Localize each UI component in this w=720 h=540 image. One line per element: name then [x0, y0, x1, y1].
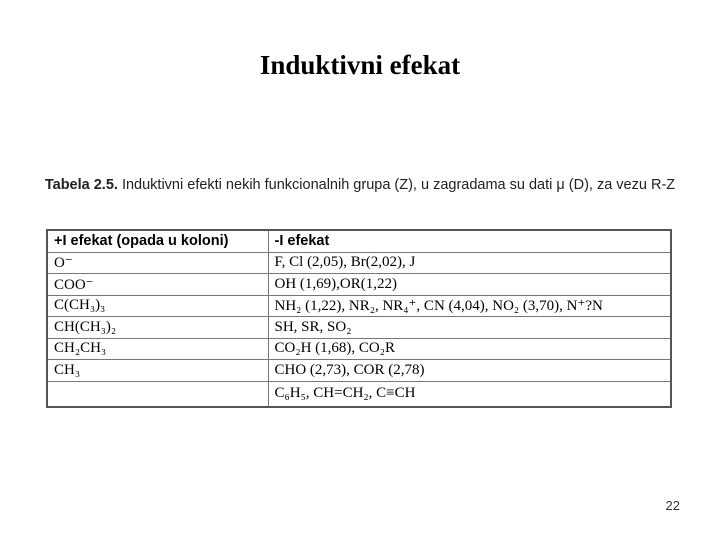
- plus-i-group: CH₃: [47, 360, 268, 382]
- plus-i-group: [47, 381, 268, 407]
- table-caption-text: Induktivni efekti nekih funkcionalnih grupa (Z), u zagradama su dati μ (D), za vezu R-Z: [117, 177, 676, 193]
- minus-i-group: C₆H₅, CH=CH₂, C≡CH: [268, 381, 671, 407]
- plus-i-group: O⁻: [47, 252, 268, 274]
- table-header-row: [47, 230, 671, 252]
- table-row: [47, 338, 671, 360]
- plus-i-group: COO⁻: [47, 274, 268, 296]
- plus-i-group: CH(CH₃)₂: [47, 317, 268, 339]
- table-row: [47, 274, 671, 296]
- minus-i-group: CHO (2,73), COR (2,78): [268, 360, 671, 382]
- table-row: [47, 381, 671, 407]
- table-row: [47, 252, 671, 274]
- minus-i-group: NH₂ (1,22), NR₂, NR₄⁺, CN (4,04), NO₂ (3,70), N⁺?N: [268, 295, 671, 317]
- header-plus-i-effect: +I efekat (opada u koloni): [47, 230, 268, 252]
- minus-i-group: CO₂H (1,68), CO₂R: [268, 338, 671, 360]
- table-row: [47, 360, 671, 382]
- plus-i-group: CH₂CH₃: [47, 338, 268, 360]
- table-row: [47, 295, 671, 317]
- minus-i-group: SH, SR, SO₂: [268, 317, 671, 339]
- inductive-effects-table: [46, 229, 672, 408]
- slide-title: Induktivni efekat: [259, 50, 461, 80]
- page-number: 22: [665, 498, 680, 513]
- table-row: [47, 317, 671, 339]
- plus-i-group: C(CH₃)₃: [47, 295, 268, 317]
- minus-i-group: OH (1,69),OR(1,22): [268, 274, 671, 296]
- header-minus-i-effect: -I efekat: [268, 230, 671, 252]
- minus-i-group: F, Cl (2,05), Br(2,02), J: [268, 252, 671, 274]
- table-caption: [12, 176, 708, 195]
- table-caption-label: Tabela 2.5.: [44, 177, 118, 193]
